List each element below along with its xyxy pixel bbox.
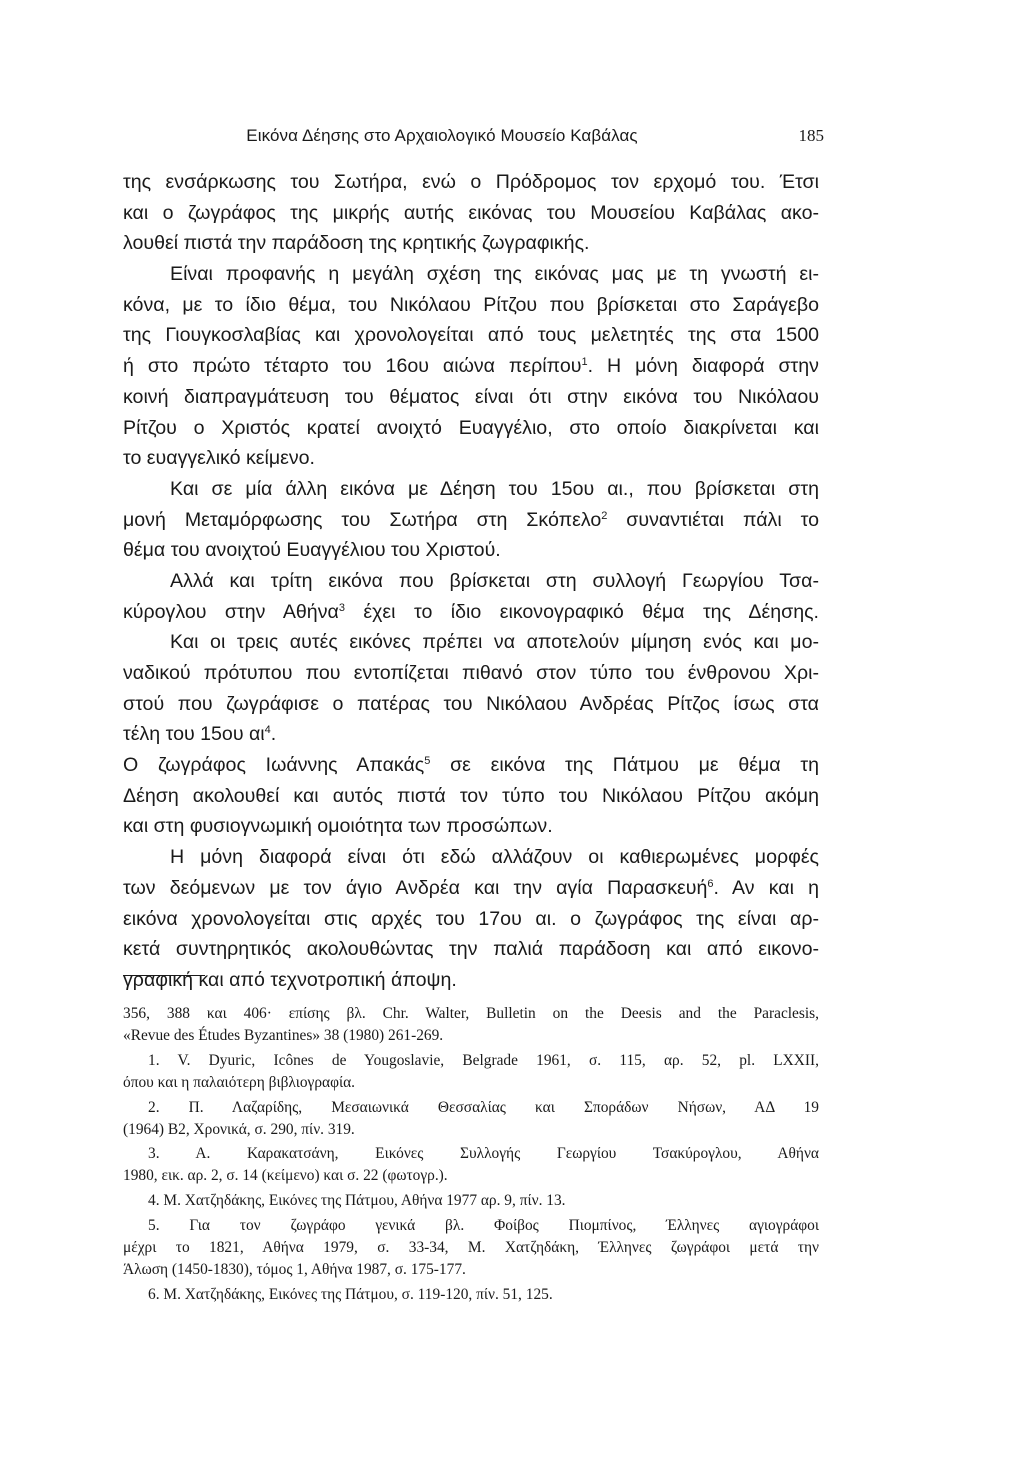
text-segment: . Αν και η [713,876,819,899]
text-segment: μονή Μεταμόρφωσης του Σωτήρα στη Σκόπελο [123,508,602,531]
text-segment: συναντιέται πάλι το [607,508,819,531]
text-line [123,873,819,904]
footnote-line: Άλωση (1450-1830), τόμος 1, Αθήνα 1987, σ. 175-177. [123,1261,466,1279]
footnote-line: 3. Α. Καρακατσάνη, Εικόνες Συλλογής Γεωργίου Τσακύρογλου, Αθήνα [148,1145,819,1163]
footnote-line: (1964) Β2, Χρονικά, σ. 290, πίν. 319. [123,1120,355,1138]
text-line [123,351,819,382]
page-header [60,126,824,150]
footnote-ref: 4 [264,724,271,737]
footnote-line: 4. Μ. Χατζηδάκης, Εικόνες της Πάτμου, Αθήνα 1977 αρ. 9, πίν. 13. [148,1192,566,1210]
text-segment: . [270,723,277,746]
footnote-ref: 1 [581,356,588,369]
footnote-line: 6. Μ. Χατζηδάκης, Εικόνες της Πάτμου, σ. 119-120, πίν. 51, 125. [148,1285,553,1303]
text-line: εικόνα χρονολογείται στις αρχές του 17ου αι. ο ζωγράφος της είναι αρ- [123,907,819,930]
text-line: γραφική και από τεχνοτροπική άποψη. [123,968,457,991]
footnote-line: όπου και η παλαιότερη βιβλιογραφία. [123,1073,356,1091]
footnote-line: «Revue des Études Byzantines» 38 (1980) 261-269. [123,1027,444,1045]
footnote-ref: 5 [424,755,431,768]
text-segment: τέλη του 15ου αι [123,723,265,746]
footnote-line: 5. Για τον ζωγράφο γενικά βλ. Φοίβος Πιομπίνος, Έλληνες αγιογράφοι [148,1216,819,1234]
text-line: και στη φυσιογνωμική ομοιότητα των προσώπων. [123,815,553,838]
text-line [123,719,819,750]
text-line: Η μόνη διαφορά είναι ότι εδώ αλλάζουν οι καθιερωμένες μορφές [170,846,819,869]
text-line: το ευαγγελικό κείμενο. [123,447,316,470]
page-number: 185 [798,126,824,145]
text-line: θέμα του ανοιχτού Ευαγγέλιου του Χριστού. [123,539,501,562]
body-text [123,167,819,996]
text-line: Είναι προφανής η μεγάλη σχέση της εικόνας μας με τη γνωστή ει- [170,263,819,286]
footnote-separator [123,975,205,976]
text-segment: των δεόμενων με τον άγιο Ανδρέα και την αγία Παρασκευή [123,876,708,899]
text-line: της Γιουγκοσλαβίας και χρονολογείται από τους μελετητές της στα 1500 [123,324,819,347]
text-line: κόνα, με το ίδιο θέμα, του Νικόλαου Ρίτζου που βρίσκεται στο Σαράγεβο [123,293,819,316]
text-line: Αλλά και τρίτη εικόνα που βρίσκεται στη συλλογή Γεωργίου Τσα- [170,569,819,592]
footnote-line: 2. Π. Λαζαρίδης, Μεσαιωνικά Θεσσαλίας και Σποράδων Νήσων, ΑΔ 19 [148,1098,819,1116]
footnote-ref: 6 [707,877,714,890]
footnote-line: 356, 388 και 406· επίσης βλ. Chr. Walter, Bulletin on the Deesis and the Paraclesis, [123,1005,819,1022]
text-line [123,597,819,628]
text-line: Ρίτζου ο Χριστός κρατεί ανοιχτό Ευαγγέλιο, στο οποίο διακρίνεται και [123,416,819,439]
text-segment: κύρογλου στην Αθήνα [123,600,339,623]
text-segment: Ο ζωγράφος Ιωάννης Απακάς [123,754,425,777]
footnote-line: μέχρι το 1821, Αθήνα 1979, σ. 33-34, Μ. Χατζηδάκη, Έλληνες ζωγράφοι μετά την [123,1238,819,1256]
text-line: Και οι τρεις αυτές εικόνες πρέπει να αποτελούν μίμηση ενός και μο- [170,631,819,654]
footnote-ref: 2 [601,509,608,522]
footnote-line: 1. V. Dyuric, Icônes de Yougoslavie, Belgrade 1961, σ. 115, αρ. 52, pl. LXXII, [148,1051,819,1069]
text-line: της ενσάρκωσης του Σωτήρα, ενώ ο Πρόδρομος τον ερχομό του. Έτσι [123,171,819,193]
footnote-line: 1980, εικ. αρ. 2, σ. 14 (κείμενο) και σ. 22 (φωτογρ.). [123,1167,448,1185]
text-line: στού που ζωγράφισε ο πατέρας του Νικόλαου Ανδρέας Ρίτζος ίσως στα [123,692,819,715]
text-segment: σε εικόνα της Πάτμου με θέμα τη [430,754,819,777]
text-line: και ο ζωγράφος της μικρής αυτής εικόνας του Μουσείου Καβάλας ακο- [123,201,819,224]
text-line [123,505,819,536]
text-line [123,750,819,781]
text-line: κετά συντηρητικός ακολουθώντας την παλιά παράδοση και από εικονο- [123,938,819,961]
text-segment: έχει το ίδιο εικονογραφικό θέμα της Δέησης. [344,600,819,623]
footnote-ref: 3 [338,601,345,614]
text-segment: ή στο πρώτο τέταρτο του 16ου αιώνα περίπου [123,355,582,378]
text-segment: . Η μόνη διαφορά στην [587,355,819,378]
text-line: Δέηση ακολουθεί και αυτός πιστά τον τύπο του Νικόλαου Ρίτζου ακόμη [123,784,819,807]
text-line: ναδικού πρότυπου που εντοπίζεται πιθανό στον τύπο του ένθρονου Χρι- [123,662,819,684]
running-head: Εικόνα Δέησης στο Αρχαιολογικό Μουσείο Καβάλας [246,126,638,145]
text-line: λουθεί πιστά την παράδοση της κρητικής ζωγραφικής. [123,232,590,255]
footnotes [123,1003,819,1306]
text-line: κοινή διαπραγμάτευση του θέματος είναι ότι στην εικόνα του Νικόλαου [123,385,819,408]
text-line: Και σε μία άλλη εικόνα με Δέηση του 15ου αι., που βρίσκεται στη [170,477,819,500]
